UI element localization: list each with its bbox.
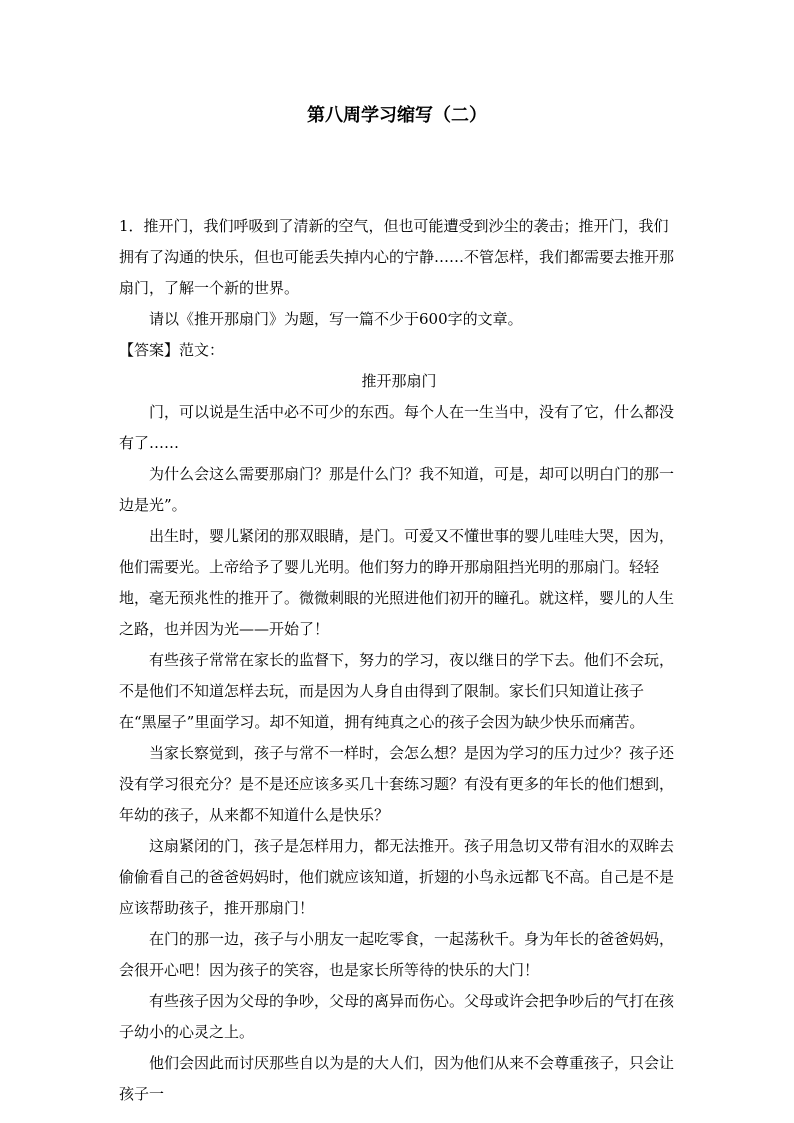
essay-paragraph: 这扇紧闭的门，孩子是怎样用力，都无法推开。孩子用急切又带有泪水的双眸去偷偷看自己的爸爸妈妈时，他们就应该知道，折翅的小鸟永远都飞不高。自己是不是应该帮助孩子，推开那扇门！ xyxy=(119,837,675,917)
essay-paragraph: 为什么会这么需要那扇门？那是什么门？我不知道，可是，却可以明白门的那一边是光”。 xyxy=(119,465,675,514)
page-title: 第八周学习缩写（二） xyxy=(307,105,487,126)
essay-paragraph: 在门的那一边，孩子与小朋友一起吃零食，一起荡秋千。身为年长的爸爸妈妈，会很开心吧！因为孩子的笑容，也是家长所等待的快乐的大门！ xyxy=(119,930,675,979)
essay-paragraph: 当家长察觉到，孩子与常不一样时，会怎么想？是因为学习的压力过少？孩子还没有学习很充分？是不是还应该多买几十套练习题？有没有更多的年长的他们想到，年幼的孩子，从来都不知道什么是快乐？ xyxy=(119,744,675,824)
answer-label: 【答案】范文： xyxy=(119,341,225,359)
essay-paragraph: 有些孩子常常在家长的监督下，努力的学习，夜以继日的学下去。他们不会玩，不是他们不知道怎样去玩，而是因为人身自由得到了限制。家长们只知道让孩子在“黑屋子”里面学习。却不知道，拥有纯真之心的孩子会因为缺少快乐而痛苦。 xyxy=(119,651,675,731)
question-text: 1．推开门，我们呼吸到了清新的空气，但也可能遭受到沙尘的袭击；推开门，我们拥有了沟通的快乐，但也可能丢失掉内心的宁静……不管怎样，我们都需要去推开那扇门，了解一个新的世界。 xyxy=(119,217,675,297)
question-prompt: 请以《推开那扇门》为题，写一篇不少于600字的文章。 xyxy=(149,310,523,328)
essay-title: 推开那扇门 xyxy=(361,372,437,390)
document-body xyxy=(119,211,679,1110)
essay-paragraph: 门，可以说是生活中必不可少的东西。每个人在一生当中，没有了它，什么都没有了…… xyxy=(119,403,675,452)
essay-paragraph: 他们会因此而讨厌那些自以为是的大人们，因为他们从来不会尊重孩子，只会让孩子一 xyxy=(119,1054,675,1103)
essay-paragraph: 有些孩子因为父母的争吵，父母的离异而伤心。父母或许会把争吵后的气打在孩子幼小的心灵之上。 xyxy=(119,992,675,1041)
essay-paragraph: 出生时，婴儿紧闭的那双眼睛，是门。可爱又不懂世事的婴儿哇哇大哭，因为，他们需要光。上帝给予了婴儿光明。他们努力的睁开那扇阻挡光明的那扇门。轻轻地，毫无预兆性的推开了。微微刺眼的光照进他们初开的瞳孔。就这样，婴儿的人生之路，也并因为光——开始了！ xyxy=(119,527,675,638)
